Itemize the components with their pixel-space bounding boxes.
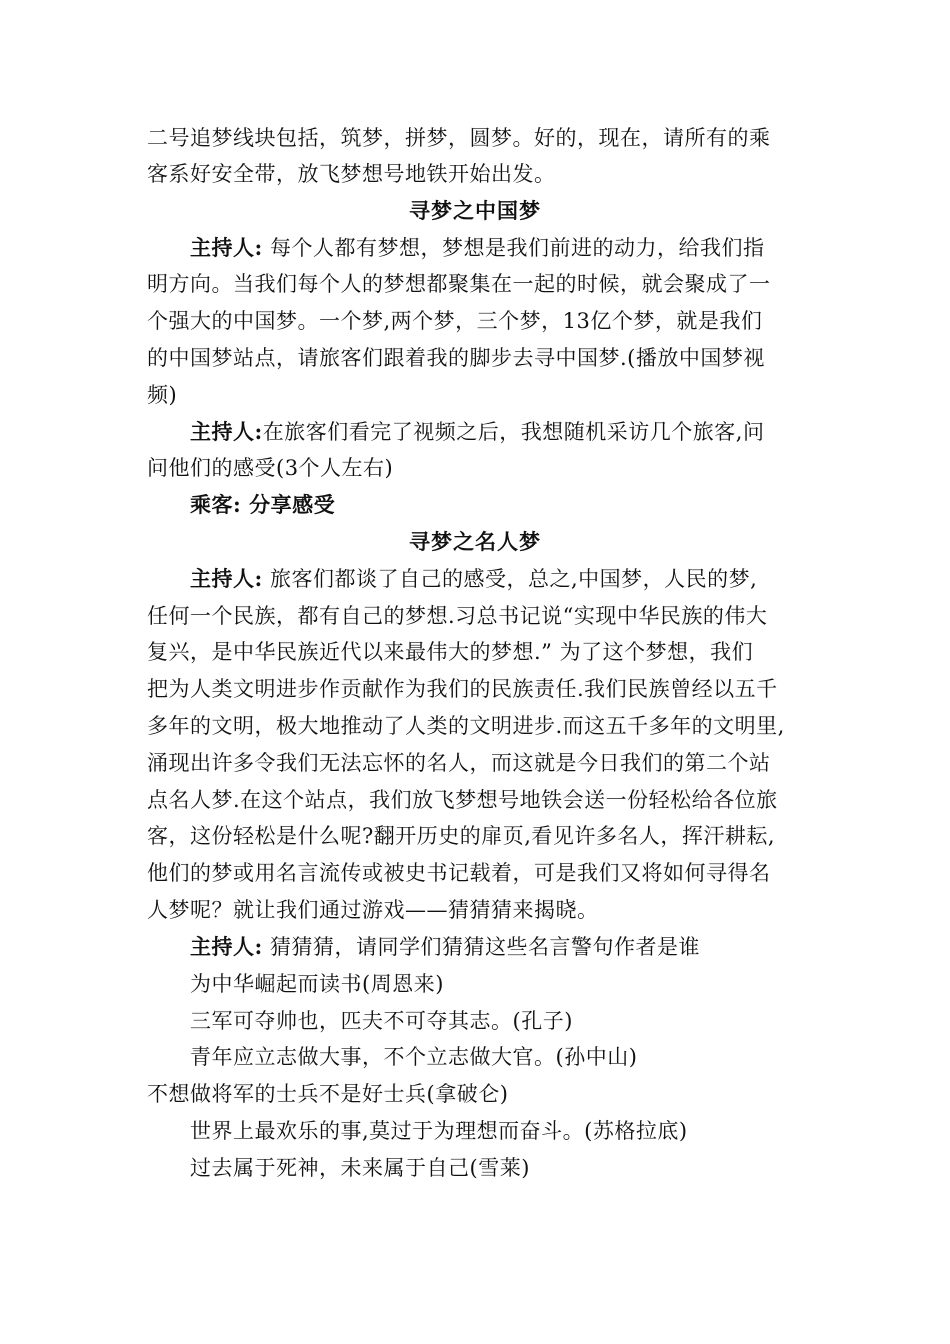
text-line: 主持人:在旅客们看完了视频之后，我想随机采访几个旅客,问 xyxy=(190,419,765,444)
quote-line: 世界上最欢乐的事,莫过于为理想而奋斗。(苏格拉底) xyxy=(190,1119,688,1143)
speaker-label: 乘客: xyxy=(190,492,242,517)
text-line: 他们的梦或用名言流传或被史书记载着，可是我们又将如何寻得名 xyxy=(147,861,771,885)
quote-line: 三军可夺帅也，匹夫不可夺其志。(孔子) xyxy=(190,1009,573,1033)
text-line: 乘客: 分享感受 xyxy=(190,492,336,517)
text-line: 主持人: 猜猜猜，请同学们猜猜这些名言警句作者是谁 xyxy=(190,934,700,959)
speaker-label: 主持人: xyxy=(190,566,263,591)
section-heading: 寻梦之名人梦 xyxy=(409,529,541,554)
text-line: 明方向。当我们每个人的梦想都聚集在一起的时候，就会聚成了一 xyxy=(147,272,771,296)
text-line: 的中国梦站点，请旅客们跟着我的脚步去寻中国梦.(播放中国梦视 xyxy=(147,346,765,370)
text-line: 复兴，是中华民族近代以来最伟大的梦想.” 为了这个梦想，我们 xyxy=(147,640,754,664)
quote-line: 为中华崛起而读书(周恩来) xyxy=(190,972,444,996)
text-line: 频) xyxy=(147,383,178,407)
text-line: 涌现出许多令我们无法忘怀的名人，而这就是今日我们的第二个站 xyxy=(147,751,771,775)
text-line: 主持人: 旅客们都谈了自己的感受，总之,中国梦，人民的梦, xyxy=(190,566,758,591)
text-line: 客，这份轻松是什么呢?翻开历史的扉页,看见许多名人，挥汗耕耘, xyxy=(147,824,776,848)
text-line: 个强大的中国梦。一个梦,两个梦，三个梦，13亿个梦，就是我们 xyxy=(147,309,763,333)
speaker-label: 主持人: xyxy=(190,235,263,260)
text-line: 问他们的感受(3个人左右) xyxy=(147,456,394,480)
text-line: 多年的文明，极大地推动了人类的文明进步.而这五千多年的文明里, xyxy=(147,714,785,738)
text-line: 人梦呢？就让我们通过游戏——猜猜猜来揭晓。 xyxy=(147,898,599,922)
speaker-label: 主持人: xyxy=(190,934,263,959)
text-line: 二号追梦线块包括，筑梦，拼梦，圆梦。好的，现在，请所有的乘 xyxy=(147,126,771,150)
speaker-label: 主持人: xyxy=(190,419,263,444)
text-line: 客系好安全带，放飞梦想号地铁开始出发。 xyxy=(147,162,556,186)
section-heading: 寻梦之中国梦 xyxy=(409,198,541,223)
quote-line: 过去属于死神，未来属于自己(雪莱) xyxy=(190,1156,530,1180)
text-line: 把为人类文明进步作贡献作为我们的民族责任.我们民族曾经以五千 xyxy=(147,677,778,701)
quote-line: 青年应立志做大事，不个立志做大官。(孙中山) xyxy=(190,1045,638,1069)
text-line: 任何一个民族，都有自己的梦想.习总书记说“实现中华民族的伟大 xyxy=(147,604,768,628)
quote-line: 不想做将军的士兵不是好士兵(拿破仑) xyxy=(147,1082,509,1106)
text-line: 主持人: 每个人都有梦想，梦想是我们前进的动力，给我们指 xyxy=(190,235,765,260)
text-line: 点名人梦.在这个站点，我们放飞梦想号地铁会送一份轻松给各位旅 xyxy=(147,788,778,812)
